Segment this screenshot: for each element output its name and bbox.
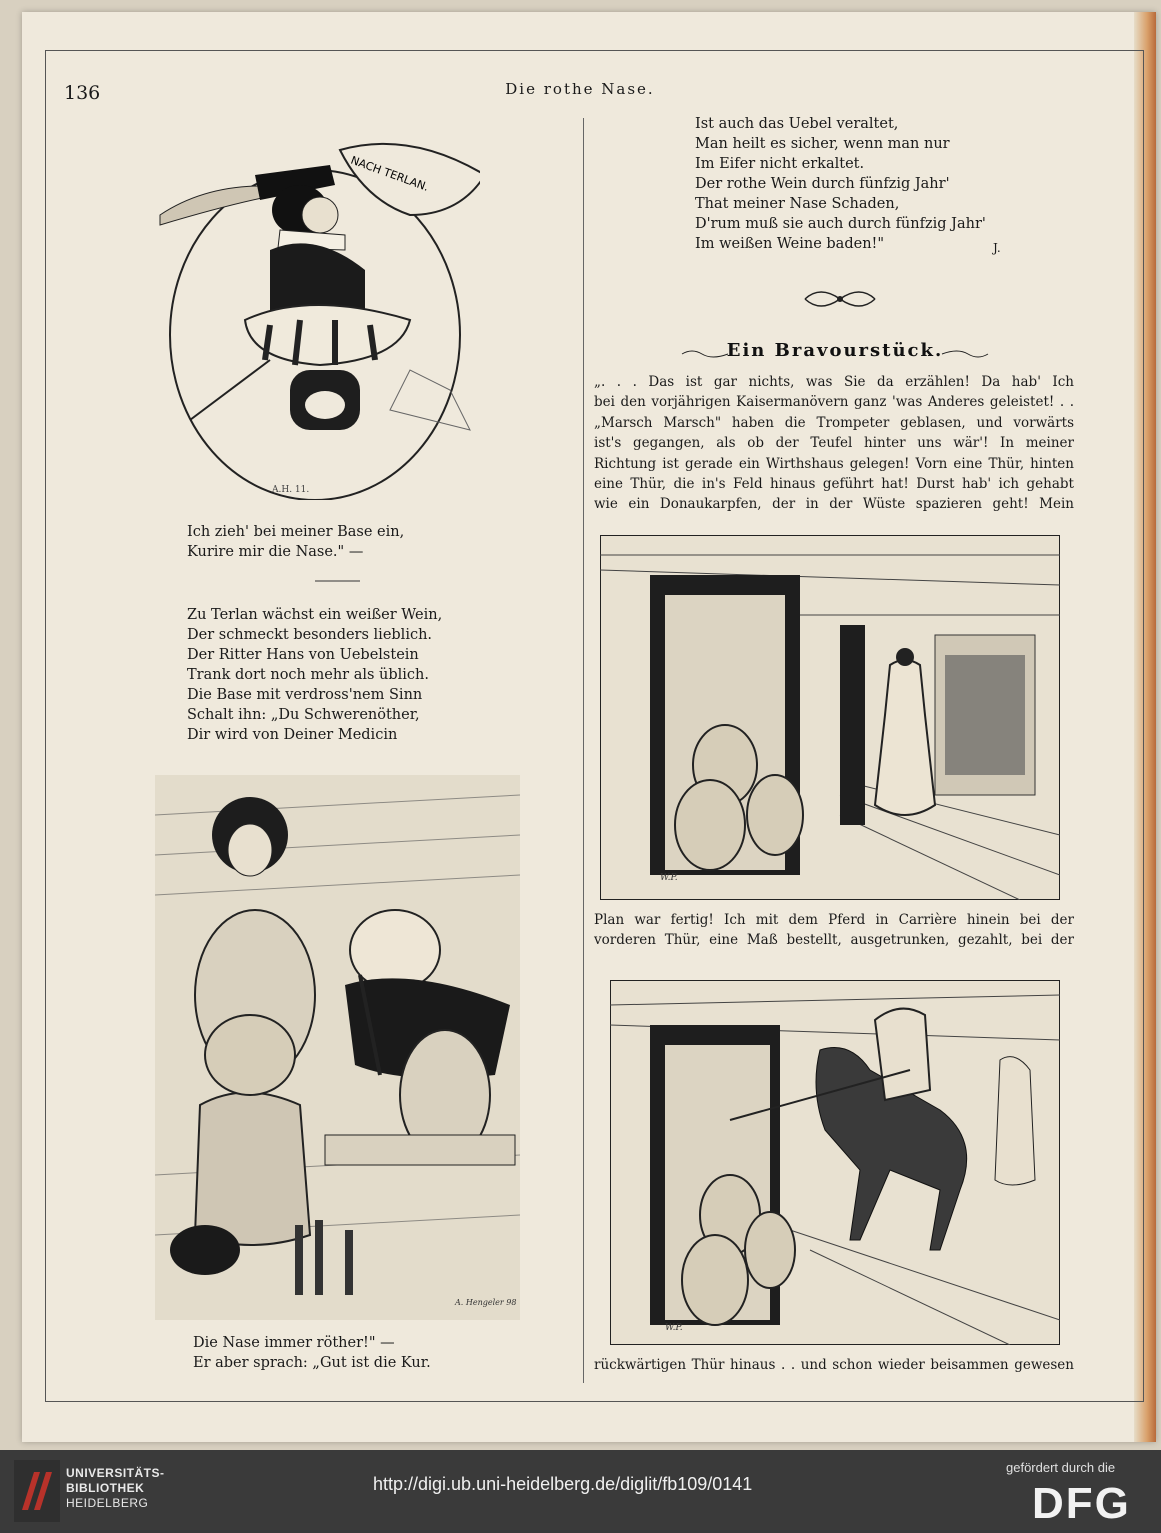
column-divider bbox=[583, 118, 584, 1383]
illustration-signature: W.P. bbox=[660, 873, 678, 883]
library-name-line: HEIDELBERG bbox=[66, 1496, 149, 1510]
library-name-line: UNIVERSITÄTS- bbox=[66, 1466, 165, 1480]
ornament-icon bbox=[800, 285, 880, 313]
poem-line: That meiner Nase Schaden, bbox=[695, 196, 900, 212]
caption-2 bbox=[193, 1333, 431, 1373]
poem-line: Der schmeckt besonders lieblich. bbox=[187, 627, 433, 643]
prose-line: bei den vorjährigen Kaisermanövern ganz 'was Anderes geleistet! . . bbox=[594, 394, 1074, 411]
library-logo-icon[interactable] bbox=[14, 1460, 60, 1522]
article-title: Ein Bravourstück. bbox=[726, 340, 944, 361]
prose-line: rückwärtigen Thür hinaus . . und schon wieder beisammen gewesen bbox=[594, 1357, 1074, 1373]
poem-line: Der Ritter Hans von Uebelstein bbox=[187, 647, 419, 663]
prose-line: „. . . Das ist gar nichts, was Sie da erzählen! Da hab' Ich bbox=[594, 374, 1074, 390]
prose-line: eine Thür, die in's Feld hinaus geführt hat! Durst hab' ich gehabt bbox=[594, 476, 1074, 493]
illustration-initials: A.H. 11. bbox=[272, 485, 310, 495]
caption-line: Kurire mir die Nase." — bbox=[187, 544, 364, 560]
pennant-text: NACH TERLAN. bbox=[348, 153, 431, 194]
running-title: Die rothe Nase. bbox=[505, 80, 655, 98]
library-name-line: BIBLIOTHEK bbox=[66, 1481, 145, 1495]
illustration-signature: W.P. bbox=[665, 1323, 683, 1333]
prose-line: vorderen Thür, eine Maß bestellt, ausgetrunken, gezahlt, bei der bbox=[594, 932, 1074, 949]
prose-line: „Marsch Marsch" haben die Trompeter geblasen, und vorwärts bbox=[594, 414, 1074, 431]
caption-line: Die Nase immer röther!" — bbox=[193, 1335, 395, 1351]
poem-line: Man heilt es sicher, wenn man nur bbox=[695, 136, 950, 152]
prose-line: Richtung ist gerade ein Wirthshaus gelegen! Vorn eine Thür, hinten bbox=[594, 455, 1074, 472]
poem-line: Der rothe Wein durch fünfzig Jahr' bbox=[695, 176, 950, 192]
paragraph-2 bbox=[594, 910, 1074, 951]
permalink-url[interactable]: http://digi.ub.uni-heidelberg.de/diglit/fb109/0141 bbox=[373, 1474, 753, 1494]
caption-line: Ich zieh' bei meiner Base ein, bbox=[187, 524, 405, 540]
divider-rule bbox=[315, 580, 360, 582]
illustration-hallway-woman bbox=[600, 535, 1060, 900]
paragraph-3 bbox=[594, 1355, 1074, 1375]
page-number: 136 bbox=[64, 82, 101, 104]
poem-line: Die Base mit verdross'nem Sinn bbox=[187, 687, 423, 703]
poem-line: D'rum muß sie auch durch fünfzig Jahr' bbox=[695, 216, 986, 232]
poem-line: Dir wird von Deiner Medicin bbox=[187, 727, 398, 743]
illustration-man-with-barrels bbox=[155, 775, 520, 1320]
illustration-noble-with-hat bbox=[150, 120, 480, 500]
poem-line: Im weißen Weine baden!" bbox=[695, 236, 885, 252]
poem-line: Im Eifer nicht erkaltet. bbox=[695, 156, 865, 172]
caption-1 bbox=[187, 522, 404, 562]
poem-right bbox=[695, 114, 986, 254]
poem-left bbox=[187, 605, 442, 745]
illustration-horse-rider bbox=[610, 980, 1060, 1345]
poem-signature: J. bbox=[993, 241, 1001, 255]
funded-by-label: gefördert durch die bbox=[1006, 1460, 1116, 1475]
prose-line: ist's gegangen, als ob der Teufel hinter uns wär'! In meiner bbox=[594, 435, 1074, 452]
prose-line: wie ein Donaukarpfen, der in der Wüste spazieren geht! Mein bbox=[594, 496, 1074, 513]
caption-line: Er aber sprach: „Gut ist die Kur. bbox=[193, 1355, 431, 1371]
prose-line: Plan war fertig! Ich mit dem Pferd in Carrière hinein bei der bbox=[594, 912, 1074, 928]
paragraph-1 bbox=[594, 372, 1074, 515]
dfg-logo[interactable]: DFG bbox=[1032, 1479, 1131, 1528]
poem-line: Trank dort noch mehr als üblich. bbox=[187, 667, 430, 683]
swirl-right-icon bbox=[940, 348, 990, 360]
poem-line: Schalt ihn: „Du Schwerenöther, bbox=[187, 707, 420, 723]
illustration-signature: A. Hengeler 98 bbox=[455, 1298, 517, 1307]
poem-line: Ist auch das Uebel veraltet, bbox=[695, 116, 899, 132]
poem-line: Zu Terlan wächst ein weißer Wein, bbox=[187, 607, 443, 623]
